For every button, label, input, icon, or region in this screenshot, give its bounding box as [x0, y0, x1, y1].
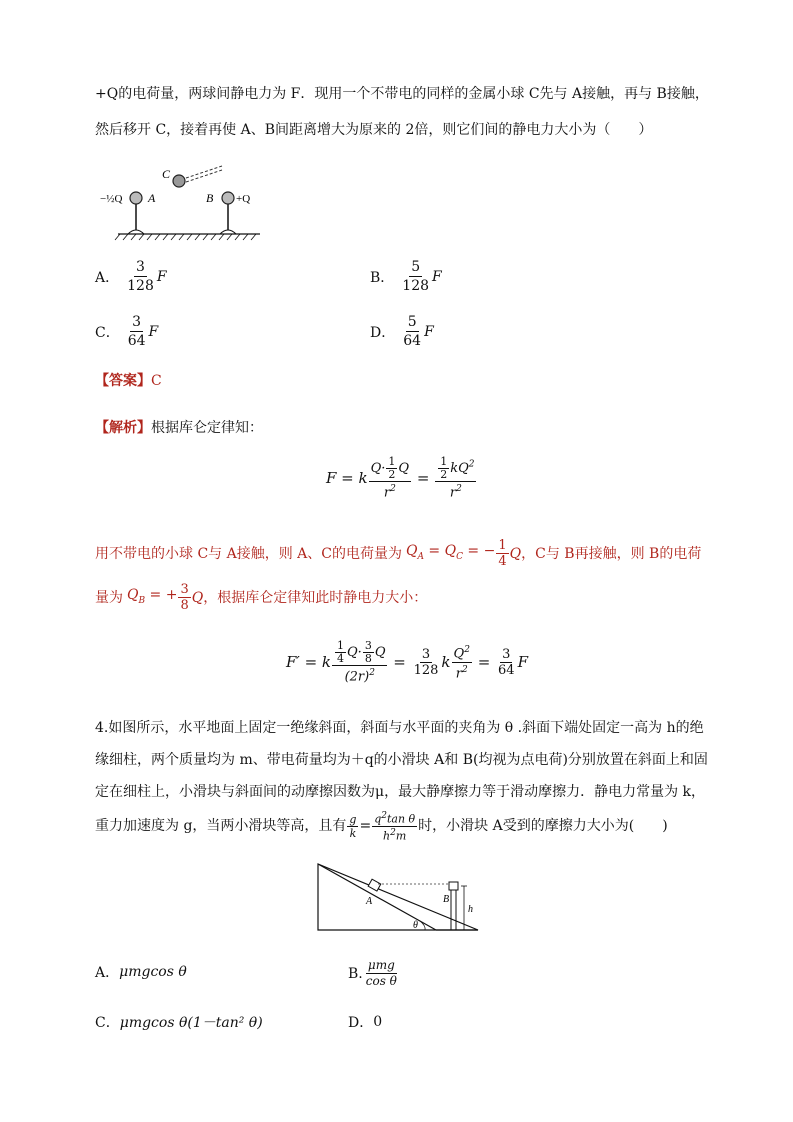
option-text: μmgcos θ	[119, 964, 187, 980]
option-unit: F	[148, 323, 159, 340]
charge-a: −½Q	[100, 193, 123, 205]
option-num: 3	[136, 259, 145, 275]
explanation-text: ，根据库仑定律知此时静电力大小：	[203, 589, 428, 606]
explanation-text: 用不带电的小球 C与 A接触，则 A、C的电荷量为	[95, 545, 402, 562]
label-a: A	[148, 191, 156, 205]
q4-stem-line2: 缘细柱，两个质量均为 m、带电荷量均为＋q的小滑块 A和 B(均视为点电荷)分别放置在斜面上和固	[95, 752, 708, 768]
label-c: C	[162, 167, 171, 181]
charge-b: +Q	[236, 193, 251, 205]
equation-coulomb-1: F = k Q· $\frac{1}{2}$ Q $r^2$ = $\frac{1}{2}$ $kQ^2$ $r^2$	[326, 455, 475, 501]
explanation-line2: 量为 $Q_B$ = + $\frac{3}{8}$ Q ，根据库仑定律知此时静电力大小：	[95, 582, 428, 613]
explanation-text: ，C与 B再接触，则 B的电荷	[521, 545, 702, 562]
option-unit: F	[156, 268, 167, 285]
explanation-line1: 用不带电的小球 C与 A接触，则 A、C的电荷量为 $Q_A = Q_C$ = − $\frac{1}{4}$ Q ，C与 B再接触，则 B的电荷	[95, 538, 702, 569]
option-den: 64	[127, 333, 146, 349]
option-num: 5	[411, 259, 421, 275]
q3-option-a[interactable]	[95, 258, 167, 295]
q4-option-c[interactable]	[95, 1012, 263, 1032]
equation-coulomb-2: F′ = k $\frac{1}{4}$ Q· $\frac{3}{8}$ Q $(2r)^2$ = $\frac{3}{128}$ k $\frac{Q^2}{r^2}$ = $\frac{3}{64}$ F	[286, 639, 528, 685]
label-theta: θ	[413, 920, 418, 931]
option-letter: C．	[95, 324, 120, 341]
sphere-c	[173, 175, 185, 187]
option-letter: D．	[370, 324, 396, 341]
q3-option-c[interactable]	[95, 313, 158, 350]
q4-option-d[interactable]	[348, 1012, 382, 1032]
analysis-tag: 【解析】	[95, 420, 151, 436]
q4-stem-text: 重力加速度为 g，当两小滑块等高，且有	[95, 818, 347, 835]
q3-figure-spheres	[100, 160, 270, 242]
answer-line	[95, 371, 162, 391]
option-den: cos θ	[365, 974, 397, 988]
label-b: B	[206, 191, 214, 205]
option-den: 64	[403, 333, 422, 349]
label-h: h	[468, 904, 473, 915]
option-letter: A．	[95, 965, 120, 981]
option-text: μmgcos θ(1－tan² θ)	[119, 1015, 263, 1031]
option-unit: F	[424, 323, 434, 340]
option-letter: D．	[348, 1015, 374, 1031]
sphere-a	[130, 192, 142, 204]
analysis-line	[95, 418, 263, 438]
option-letter: B.	[348, 965, 363, 982]
option-num: 3	[132, 314, 142, 330]
q4-stem-line3: 定在细柱上，小滑块与斜面间的动摩擦因数为μ，最大静摩擦力等于滑动摩擦力．静电力常量为 k，	[95, 784, 706, 800]
sphere-b	[222, 192, 234, 204]
option-text: 0	[373, 1014, 383, 1030]
label-b: B	[443, 894, 450, 905]
label-a: A	[366, 896, 373, 907]
q4-stem-line4: 重力加速度为 g，当两小滑块等高，且有 $\frac{g}{k}$ = $\frac{q^2\tan \theta}{h^2m}$ 时，小滑块 A受到的摩擦力大小为( )	[95, 811, 668, 843]
answer-tag: 【答案】	[95, 373, 151, 389]
option-den: 128	[127, 278, 154, 294]
q4-figure-incline	[312, 858, 482, 936]
q4-option-b[interactable]	[348, 958, 400, 989]
option-num: μmg	[367, 958, 395, 972]
q4-option-a[interactable]	[95, 962, 187, 982]
option-letter: C．	[95, 1015, 120, 1031]
q4-stem-line1: 4.如图所示，水平地面上固定一绝缘斜面，斜面与水平面的夹角为 θ .斜面下端处固定一高为 h的绝	[95, 720, 704, 736]
explanation-text: 量为	[95, 589, 123, 606]
option-letter: B．	[370, 269, 395, 286]
q3-option-b[interactable]	[370, 258, 442, 295]
q4-stem-text: 时，小滑块 A受到的摩擦力大小为( )	[418, 818, 668, 835]
option-den: 128	[402, 278, 430, 294]
option-letter: A．	[95, 269, 120, 286]
q3-stem-line1: +Q的电荷量，两球间静电力为 F．现用一个不带电的同样的金属小球 C先与 A接触，再与 B接触，	[95, 86, 709, 102]
option-unit: F	[432, 268, 442, 285]
option-num: 5	[407, 314, 417, 330]
answer-value: C	[151, 373, 162, 389]
q3-stem-line2: 然后移开 C，接着再使 A、B间距离增大为原来的 2倍，则它们间的静电力大小为（ ）	[95, 122, 653, 138]
analysis-text: 根据库仑定律知：	[151, 420, 263, 436]
q3-option-d[interactable]	[370, 313, 434, 350]
